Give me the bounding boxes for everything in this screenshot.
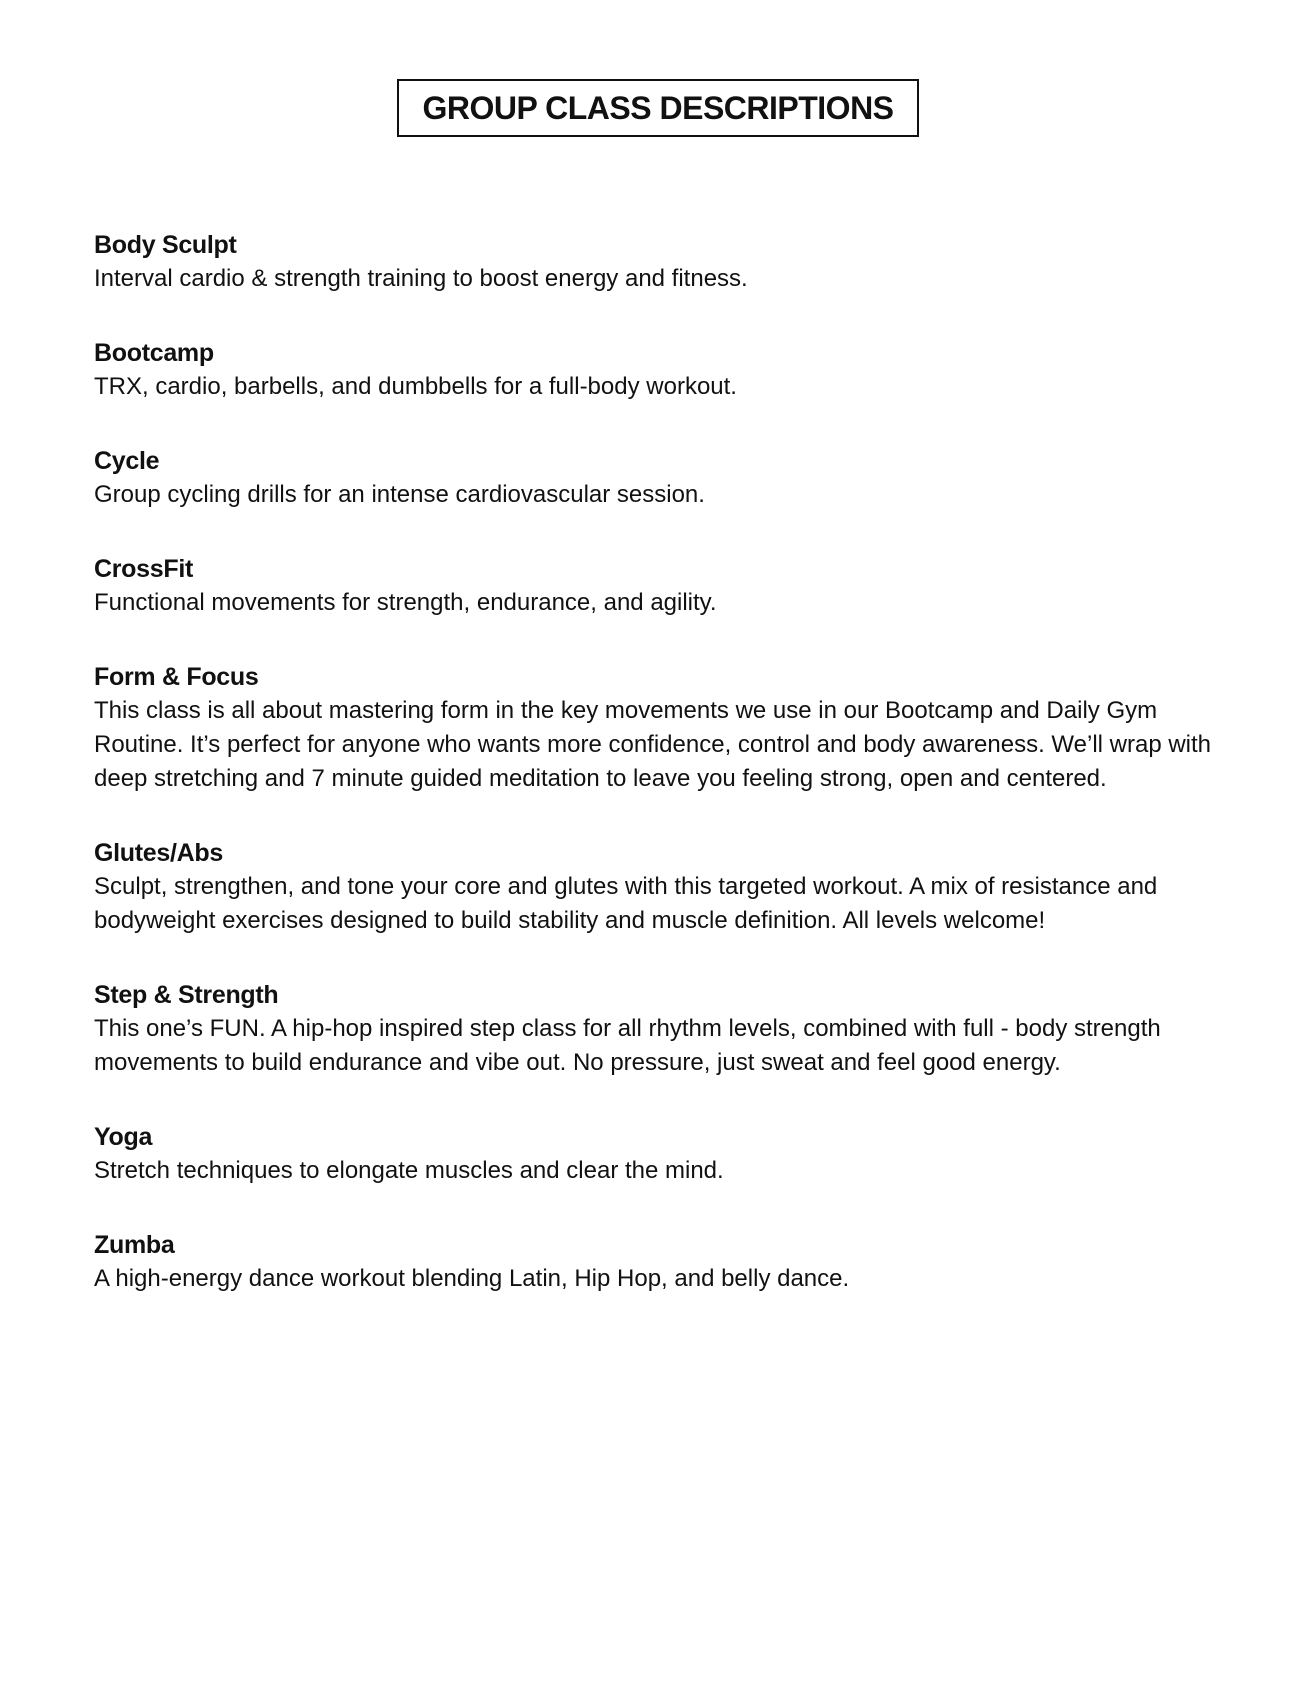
class-description: Stretch techniques to elongate muscles and clear the mind.	[94, 1157, 724, 1184]
class-name: Form & Focus	[94, 663, 259, 691]
class-description: This class is all about mastering form in the key movements we use in our Bootcamp and Daily Gym Routine. It’s perfect for anyone who wants more confidence, control and body awareness. We’ll wrap with deep stretching and 7 minute guided meditation to leave you feeling strong, open and centered.	[94, 697, 1212, 792]
class-description: Sculpt, strengthen, and tone your core and glutes with this targeted workout. A mix of resistance and bodyweight exercises designed to build stability and muscle definition. All levels welcome!	[94, 873, 1158, 934]
class-item	[94, 978, 1229, 1080]
class-name: Bootcamp	[94, 339, 214, 367]
class-item	[94, 336, 1229, 404]
class-item	[94, 1120, 1229, 1188]
class-item	[94, 660, 1229, 796]
class-name: Cycle	[94, 447, 160, 475]
class-name: Step & Strength	[94, 981, 279, 1009]
class-name: Glutes/Abs	[94, 839, 223, 867]
class-item	[94, 444, 1229, 512]
class-item	[94, 228, 1229, 296]
class-name: Yoga	[94, 1123, 153, 1151]
class-item	[94, 836, 1229, 938]
class-description: Interval cardio & strength training to boost energy and fitness.	[94, 265, 748, 292]
page-title: GROUP CLASS DESCRIPTIONS	[422, 89, 894, 126]
class-description: TRX, cardio, barbells, and dumbbells for a full-body workout.	[94, 373, 737, 400]
class-description: Group cycling drills for an intense cardiovascular session.	[94, 481, 705, 508]
class-item	[94, 1228, 1229, 1296]
class-name: Body Sculpt	[94, 231, 237, 259]
class-name: Zumba	[94, 1231, 175, 1259]
class-description: A high-energy dance workout blending Latin, Hip Hop, and belly dance.	[94, 1265, 850, 1292]
class-description: This one’s FUN. A hip-hop inspired step class for all rhythm levels, combined with full - body strength movements to build endurance and vibe out. No pressure, just sweat and feel good energy.	[94, 1015, 1161, 1076]
class-description: Functional movements for strength, endurance, and agility.	[94, 589, 717, 616]
class-item	[94, 552, 1229, 620]
class-name: CrossFit	[94, 555, 194, 583]
title-box	[397, 79, 919, 137]
class-list	[94, 228, 1229, 1336]
